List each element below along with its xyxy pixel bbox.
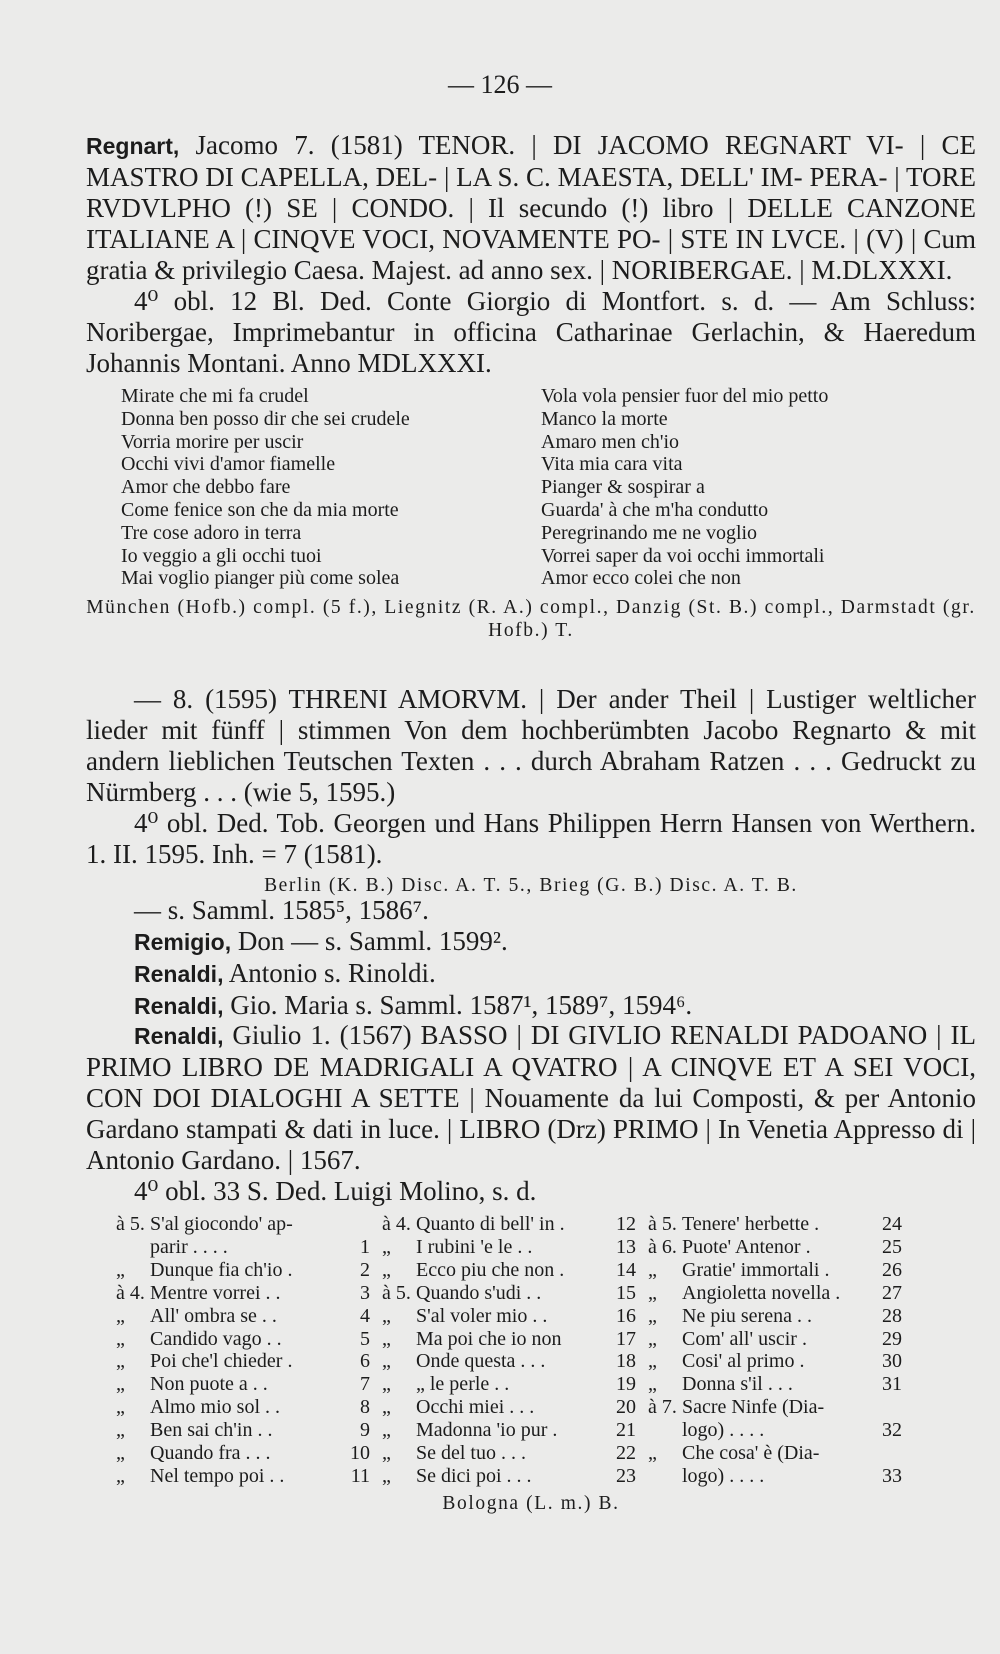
madrigal-title: Quando fra . . . (150, 1442, 271, 1465)
madrigal-number: 11 (350, 1464, 370, 1487)
entry-description: 4⁰ obl. 33 S. Ded. Luigi Molino, s. d. (134, 1176, 537, 1206)
voice-count: „ (116, 1327, 125, 1350)
madrigal-number: 29 (882, 1327, 902, 1350)
voice-count: à 4. (382, 1213, 411, 1235)
madrigal-number: 16 (616, 1304, 636, 1327)
madrigal-number: 3 (360, 1281, 370, 1304)
madrigal-title: Se del tuo . . . (416, 1442, 526, 1465)
index-row (116, 1419, 914, 1442)
madrigal-number: 22 (616, 1442, 636, 1465)
madrigal-number (852, 1442, 914, 1465)
incipit-line: Occhi vivi d'amor fiamelle (121, 453, 336, 476)
incipit-line: Mai voglio pianger più come solea (121, 567, 400, 590)
madrigal-title: S'al voler mio . . (416, 1304, 548, 1327)
madrigal-number: 17 (616, 1327, 636, 1350)
library-holdings: Berlin (K. B.) Disc. A. T. 5., Brieg (G. B.) Disc. A. T. B. (264, 875, 798, 896)
madrigal-title: Gratie' immortali . (682, 1258, 830, 1281)
voice-count: à 7. (648, 1396, 677, 1419)
voice-count: à 4. (116, 1281, 145, 1304)
madrigal-title: S'al giocondo' ap- (150, 1213, 293, 1235)
voice-count: „ (116, 1442, 125, 1465)
index-row (116, 1465, 914, 1488)
madrigal-number: 5 (360, 1327, 370, 1350)
index-row (116, 1442, 914, 1465)
madrigal-number: 33 (882, 1464, 902, 1487)
madrigal-title: Madonna 'io pur . (416, 1419, 558, 1442)
voice-count: „ (116, 1419, 125, 1442)
madrigal-number: 7 (360, 1373, 370, 1396)
madrigal-number: 18 (616, 1350, 636, 1373)
index-row (116, 1305, 914, 1328)
madrigal-number: 26 (882, 1258, 902, 1281)
entry-regnart-7 (86, 130, 976, 642)
madrigal-number: 12 (616, 1213, 636, 1235)
entry-title: Jacomo 7. (1581) TENOR. | DI JACOMO REGNART VI- | CE MASTRO DI CAPELLA, DEL- | LA S. C. MAESTA, DELL' IM- PERA- | TORE RVDVLPHO (!) SE | CONDO. | Il secundo (!) libro | DELLE CANZONE ITALIANE A | CINQVE VOCI, NOVAMENTE PO- | STE IN LVCE. | (V) | Cum gratia & privilegio Caesa. Majest. ad anno sex. | NORIBERGAE. | M.DLXXXI. (86, 130, 976, 285)
voice-count: à 5. (116, 1213, 145, 1235)
composer-name: Regnart, (86, 133, 180, 159)
incipit-line: Amor che debbo fare (121, 476, 291, 499)
madrigal-number (320, 1213, 382, 1236)
madrigal-title: Mentre vorrei . . (150, 1281, 281, 1304)
entry-title: Giulio 1. (1567) BASSO | DI GIVLIO RENALDI PADOANO | IL PRIMO LIBRO DE MADRIGALI A QVATRO | A CINQVE ET A SEI VOCI, CON DOI DIALOGHI A SETTE | Nouamente da lui Composti, & per Antonio Gardano stampati & dati in luce. | LIBRO (Drz) PRIMO | In Venetia Appresso di | Antonio Gardano. | 1567. (86, 1020, 976, 1175)
madrigal-title: Sacre Ninfe (Dia- (682, 1396, 825, 1419)
madrigal-number: 2 (360, 1258, 370, 1281)
voice-count: „ (116, 1396, 125, 1419)
madrigal-number: 32 (882, 1419, 902, 1442)
composer-name: Renaldi, (134, 961, 224, 987)
incipit-line: Vola vola pensier fuor del mio petto (541, 385, 829, 407)
index-row (116, 1373, 914, 1396)
voice-count: „ (116, 1350, 125, 1373)
incipit-line: Pianger & sospirar a (541, 476, 705, 499)
madrigal-number (852, 1396, 914, 1419)
incipit-line: Come fenice son che da mia morte (121, 498, 399, 521)
madrigal-title: „ le perle . . (416, 1373, 510, 1396)
madrigal-number: 24 (882, 1213, 902, 1235)
incipit-line: Io veggio a gli occhi tuoi (121, 544, 322, 567)
voice-count: „ (382, 1419, 391, 1442)
madrigal-title: Puote' Antenor . (682, 1235, 811, 1258)
madrigal-title: Ben sai ch'in . . (150, 1419, 273, 1442)
index-row (116, 1282, 914, 1305)
madrigal-title: Ecco piu che non . (416, 1258, 565, 1281)
index-row (116, 1350, 914, 1373)
voice-count: „ (648, 1442, 657, 1465)
xref-renaldi-antonio: Antonio s. Rinoldi. (228, 958, 436, 988)
madrigal-number: 30 (882, 1350, 902, 1373)
entry-description: 4⁰ obl. 12 Bl. Ded. Conte Giorgio di Montfort. s. d. — Am Schluss: Noribergae, Imprimebantur in officina Catharinae Gerlachin, & Haeredum Johannis Montani. Anno MDLXXXI. (86, 286, 976, 378)
voice-count: à 5. (382, 1281, 411, 1304)
madrigal-number: 6 (360, 1350, 370, 1373)
madrigal-title: Nel tempo poi . . (150, 1464, 285, 1487)
voice-count: „ (116, 1304, 125, 1327)
index-row (116, 1396, 914, 1419)
xref-remigio: Don — s. Samml. 1599². (237, 926, 508, 956)
madrigal-title: Poi che'l chieder . (150, 1350, 293, 1373)
composer-name: Renaldi, (134, 1023, 224, 1049)
incipit-line: Mirate che mi fa crudel (121, 385, 309, 407)
madrigal-title: Candido vago . . (150, 1327, 282, 1350)
madrigal-number: 15 (616, 1281, 636, 1304)
incipit-line: Guarda' à che m'ha condutto (541, 498, 769, 521)
library-holdings: München (Hofb.) compl. (5 f.), Liegnitz (R. A.) compl., Danzig (St. B.) compl., Darmstadt (gr. Hofb.) T. (86, 597, 976, 642)
voice-count (116, 1236, 150, 1259)
voice-count: „ (382, 1258, 391, 1281)
madrigal-title: Almo mio sol . . (150, 1396, 281, 1419)
madrigal-number: 14 (616, 1258, 636, 1281)
incipit-line: Amor ecco colei che non (541, 567, 741, 590)
madrigal-title: Tenere' herbette . (682, 1213, 820, 1235)
voice-count: „ (382, 1304, 391, 1327)
entry-heading (86, 130, 976, 286)
madrigal-title: Donna s'il . . . (682, 1373, 793, 1396)
voice-count: à 6. (648, 1235, 677, 1258)
voice-count: „ (382, 1235, 391, 1258)
voice-count: „ (648, 1350, 657, 1373)
madrigal-title: Cosi' al primo . (682, 1350, 805, 1373)
madrigal-title: Dunque fia ch'io . (150, 1258, 293, 1281)
incipit-list (86, 385, 976, 590)
voice-count: „ (382, 1442, 391, 1465)
xref-renaldi-gio: Gio. Maria s. Samml. 1587¹, 1589⁷, 1594⁶. (230, 990, 693, 1020)
madrigal-title: Occhi miei . . . (416, 1396, 535, 1419)
entry-title: — 8. (1595) THRENI AMORVM. | Der ander Theil | Lustiger weltlicher lieder mit fünff | stimmen Von dem hochberümbten Jacobo Regnarto & mit andern lieblichen Teutschen Texten . . . durch Abraham Ratzen . . . Gedruckt zu Nürmberg . . . (wie 5, 1595.) (86, 684, 976, 807)
voice-count: „ (382, 1396, 391, 1419)
voice-count: „ (648, 1373, 657, 1396)
madrigal-number: 20 (616, 1396, 636, 1419)
madrigal-number: 27 (882, 1281, 902, 1304)
madrigal-number: 4 (360, 1304, 370, 1327)
xref-samml: — s. Samml. 1585⁵, 1586⁷. (134, 895, 429, 925)
madrigal-title: Onde questa . . . (416, 1350, 546, 1373)
madrigal-number: 13 (616, 1235, 636, 1258)
incipit-line: Manco la morte (541, 407, 668, 430)
madrigal-number: 25 (882, 1235, 902, 1258)
incipit-line: Vorrei saper da voi occhi immortali (541, 544, 825, 567)
composer-name: Renaldi, (134, 993, 224, 1019)
madrigal-title: logo) . . . . (682, 1419, 765, 1442)
madrigal-title: Non puote a . . (150, 1373, 268, 1396)
entry-regnart-8 (86, 684, 976, 897)
madrigal-title: I rubini 'e le . . (416, 1235, 533, 1258)
madrigal-title: Ne piu serena . . (682, 1304, 812, 1327)
voice-count: „ (382, 1350, 391, 1373)
incipit-line: Tre cose adoro in terra (121, 521, 302, 544)
madrigal-title: Che cosa' è (Dia- (682, 1442, 820, 1465)
voice-count: „ (116, 1258, 125, 1281)
madrigal-number: 21 (616, 1419, 636, 1442)
incipit-line: Vita mia cara vita (541, 453, 683, 476)
index-row (116, 1259, 914, 1282)
voice-count: „ (382, 1464, 391, 1487)
voice-count: „ (116, 1373, 125, 1396)
incipit-line: Amaro men ch'io (541, 430, 680, 453)
page-number: — 126 — (448, 70, 552, 99)
madrigal-title: logo) . . . . (682, 1464, 765, 1487)
madrigal-number: 1 (360, 1235, 370, 1258)
madrigal-number: 10 (350, 1442, 370, 1465)
index-row (116, 1328, 914, 1351)
entry-renaldi-1 (86, 1020, 976, 1515)
composer-name: Remigio, (134, 929, 232, 955)
voice-count (648, 1465, 682, 1488)
cross-references (86, 895, 976, 1022)
madrigal-number: 9 (360, 1419, 370, 1442)
voice-count: „ (648, 1281, 657, 1304)
library-holdings: Bologna (L. m.) B. (442, 1492, 620, 1514)
index-row (116, 1236, 914, 1259)
madrigal-title: Quando s'udi . . (416, 1281, 542, 1304)
incipit-line: Donna ben posso dir che sei crudele (121, 407, 410, 430)
madrigal-title: All' ombra se . . (150, 1304, 277, 1327)
voice-count: „ (648, 1258, 657, 1281)
voice-count: „ (648, 1304, 657, 1327)
madrigal-number: 19 (616, 1373, 636, 1396)
voice-count: „ (382, 1327, 391, 1350)
voice-count: à 5. (648, 1213, 677, 1235)
madrigal-title: Quanto di bell' in . (416, 1213, 565, 1235)
madrigal-title: parir . . . . (150, 1235, 228, 1258)
madrigal-title: Com' all' uscir . (682, 1327, 807, 1350)
contents-index (116, 1213, 914, 1488)
madrigal-title: Angioletta novella . (682, 1281, 841, 1304)
voice-count: „ (116, 1464, 125, 1487)
madrigal-title: Ma poi che io non (416, 1327, 562, 1350)
incipit-column-right (531, 385, 976, 590)
index-row (116, 1213, 914, 1236)
voice-count (648, 1419, 682, 1442)
madrigal-number: 31 (882, 1373, 902, 1396)
incipit-column-left (86, 385, 531, 590)
entry-description: 4⁰ obl. Ded. Tob. Georgen und Hans Philippen Herrn Hansen von Werthern. 1. II. 1595. Inh. = 7 (1581). (86, 808, 976, 869)
madrigal-title: Se dici poi . . . (416, 1464, 532, 1487)
incipit-line: Vorria morire per uscir (121, 430, 304, 453)
madrigal-number: 23 (616, 1464, 636, 1487)
madrigal-number: 8 (360, 1396, 370, 1419)
madrigal-number: 28 (882, 1304, 902, 1327)
voice-count: „ (382, 1373, 391, 1396)
incipit-line: Peregrinando me ne voglio (541, 521, 758, 544)
voice-count: „ (648, 1327, 657, 1350)
